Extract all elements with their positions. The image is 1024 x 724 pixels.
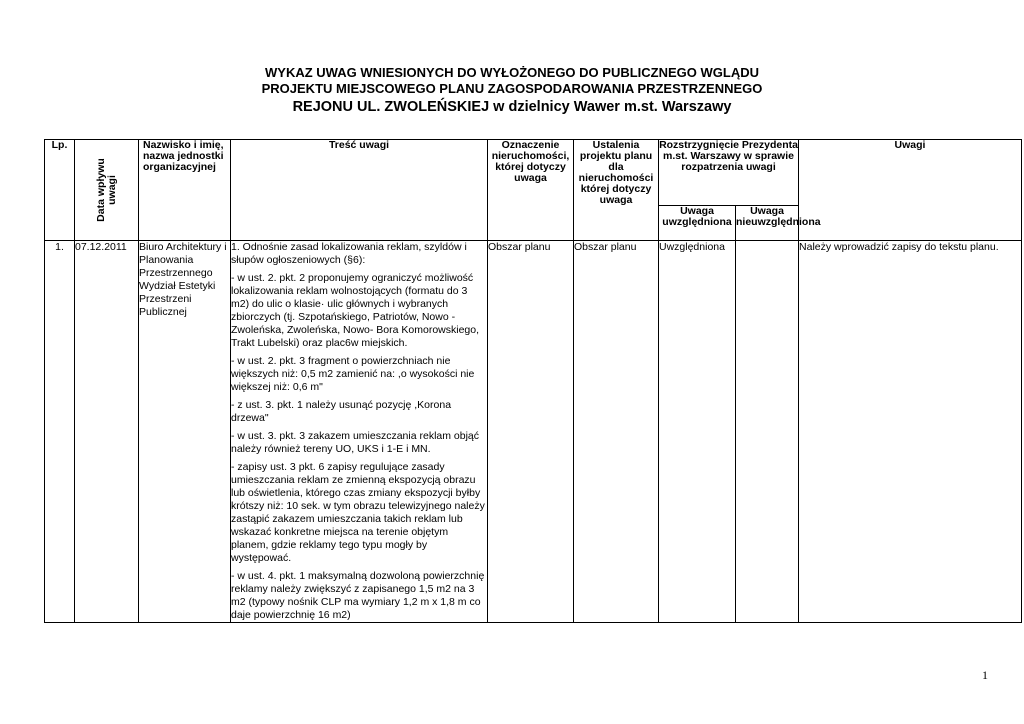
- row-date: 07.12.2011: [75, 241, 139, 623]
- content-paragraph: - zapisy ust. 3 pkt. 6 zapisy regulujące zasady umieszczania reklam ze zmienną ekspozycją obrazu lub oświetlenia, którego czas zmiany ekspozycji byłby krótszy niż: 10 sek. w tym obrazu telewizyjnego należy zastąpić zakazem umieszczania takich reklam lub wskazać konkretne miejsca na terenie objętym planem, gdzie reklamy tego typu mogły by występować.: [231, 461, 485, 564]
- row-rejected: [736, 241, 799, 623]
- table-row: [45, 241, 1022, 623]
- header-settlements: Ustalenia projektu planu dla nieruchomości której dotyczy uwaga: [574, 140, 659, 241]
- header-content: Treść uwagi: [231, 140, 488, 241]
- header-lp: Lp.: [45, 140, 75, 241]
- document-title: [0, 65, 1024, 117]
- content-paragraph: - w ust. 2. pkt. 3 fragment o powierzchniach nie większych niż: 0,5 m2 zamienić na: ,o wysokości nie większej niż: 0,6 m": [231, 355, 475, 393]
- header-resolution: Rozstrzygnięcie Prezydenta m.st. Warszawy w sprawie rozpatrzenia uwagi: [659, 140, 799, 206]
- row-content: [231, 241, 488, 623]
- remarks-table: [44, 139, 1022, 623]
- header-property: Oznaczenie nieruchomości, której dotyczy uwaga: [488, 140, 574, 241]
- header-rejected: Uwaga nieuwzględniona: [736, 205, 799, 240]
- header-date: Data wpływu uwagi: [75, 140, 139, 241]
- content-paragraph: - w ust. 2. pkt. 2 proponujemy ograniczyć możliwość lokalizowania reklam wolnostojących (formatu do 3 m2) do ulic o klasie· ulic głównych i wybranych zbiorczych (tj. Szpotańskiego, Patriotów, Nowo - Zwoleńska, Zwoleńska, Nowo- Bora Komorowskiego, Trakt Lubelski) oraz plac6w miejskich.: [231, 272, 480, 349]
- row-remarks: Należy wprowadzić zapisy do tekstu planu.: [799, 241, 1022, 623]
- page-number: 1: [982, 668, 988, 682]
- row-accepted: Uwzględniona: [659, 241, 736, 623]
- content-paragraph: - w ust. 3. pkt. 3 zakazem umieszczania reklam objąć należy również tereny UO, UKS i 1-E i MN.: [231, 430, 480, 455]
- title-line-3: REJONU UL. ZWOLEŃSKIEJ w dzielnicy Wawer m.st. Warszawy: [292, 99, 732, 115]
- content-paragraph: 1. Odnośnie zasad lokalizowania reklam, szyldów i słupów ogłoszeniowych (§6):: [231, 241, 467, 266]
- content-paragraph: - w ust. 4. pkt. 1 maksymalną dozwoloną powierzchnię reklamy należy zwiększyć z zapisanego 1,5 m2 na 3 m2 (typowy nośnik CLP ma wymiary 1,2 m x 1,8 m co daje powierzchnię 16 m2): [231, 570, 485, 621]
- row-property: Obszar planu: [488, 241, 574, 623]
- row-lp: 1.: [45, 241, 75, 623]
- content-paragraph: - z ust. 3. pkt. 1 należy usunąć pozycję ,Korona drzewa": [231, 399, 452, 424]
- row-name: Biuro Architektury i Planowania Przestrzennego Wydział Estetyki Przestrzeni Publicznej: [139, 241, 231, 623]
- header-name: Nazwisko i imię, nazwa jednostki organizacyjnej: [139, 140, 231, 241]
- title-line-2: PROJEKTU MIEJSCOWEGO PLANU ZAGOSPODAROWANIA PRZESTRZENNEGO: [261, 81, 763, 96]
- title-line-1: WYKAZ UWAG WNIESIONYCH DO WYŁOŻONEGO DO PUBLICZNEGO WGLĄDU: [265, 65, 759, 80]
- header-accepted: Uwaga uwzględniona: [659, 205, 736, 240]
- header-remarks: Uwagi: [799, 140, 1022, 241]
- row-settlements: Obszar planu: [574, 241, 659, 623]
